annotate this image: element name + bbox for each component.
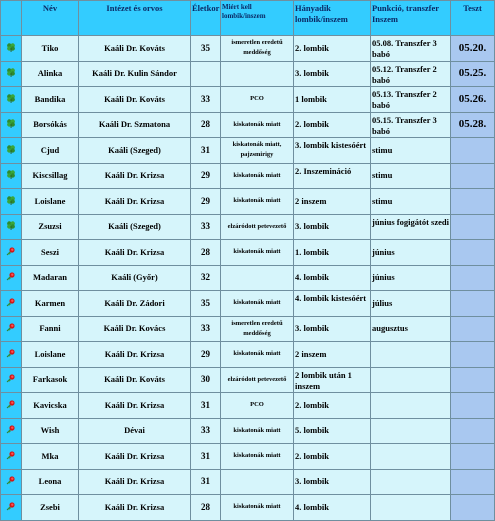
age-cell: 33 [191, 316, 221, 342]
age-cell: 33 [191, 418, 221, 444]
test-date-cell [451, 240, 495, 266]
age-cell: 28 [191, 495, 221, 521]
name-column-header: Név [22, 1, 79, 36]
name-cell: Kiscsillag [22, 163, 79, 189]
reason-cell: elzáródott petevezető [221, 367, 294, 393]
institute-cell: Kaáli Dr. Kováts [79, 36, 191, 62]
institute-cell: Kaáli Dr. Kováts [79, 367, 191, 393]
name-cell: Leona [22, 469, 79, 495]
attempt-cell: 2. lombik [294, 444, 371, 470]
name-cell: Fanni [22, 316, 79, 342]
rose-icon [1, 342, 22, 368]
name-cell: Tiko [22, 36, 79, 62]
institute-cell: Kaáli Dr. Krizsa [79, 444, 191, 470]
attempt-cell: 1 lombik [294, 87, 371, 113]
institute-cell: Kaáli Dr. Krizsa [79, 189, 191, 215]
reason-cell [221, 469, 294, 495]
test-date-cell [451, 393, 495, 419]
institute-cell: Kaáli Dr. Kulin Sándor [79, 61, 191, 87]
table-row [1, 469, 495, 495]
puncture-cell [371, 469, 451, 495]
attempt-cell: 3. lombik [294, 214, 371, 240]
reason-cell: kiskatonák miatt [221, 444, 294, 470]
puncture-cell: 05.15. Transzfer 3 babó [371, 112, 451, 138]
puncture-cell: augusztus [371, 316, 451, 342]
attempt-cell: 2. lombik [294, 36, 371, 62]
puncture-cell [371, 342, 451, 368]
table-row [1, 138, 495, 164]
age-cell: 31 [191, 444, 221, 470]
test-date-cell [451, 495, 495, 521]
rose-icon [1, 418, 22, 444]
test-date-cell [451, 418, 495, 444]
test-date-cell [451, 444, 495, 470]
clover-icon [1, 138, 22, 164]
rose-icon [1, 265, 22, 291]
reason-cell: kiskatonák miatt [221, 291, 294, 317]
attempt-cell: 2 lombik után 1 inszem [294, 367, 371, 393]
why-column-header: Miért kell lombik/inszem [221, 1, 294, 36]
puncture-cell: július [371, 291, 451, 317]
table-row [1, 87, 495, 113]
age-cell: 29 [191, 163, 221, 189]
name-cell: Borsókás [22, 112, 79, 138]
test-date-cell: 05.28. [451, 112, 495, 138]
reason-cell: kiskatonák miatt [221, 112, 294, 138]
name-cell: Alinka [22, 61, 79, 87]
name-cell: Mka [22, 444, 79, 470]
rose-icon [1, 444, 22, 470]
attempt-cell: 3. lombik [294, 61, 371, 87]
institute-column-header: Intézet és orvos [79, 1, 191, 36]
which-column-header: Hányadik lombik/inszem [294, 1, 371, 36]
test-date-cell: 05.20. [451, 36, 495, 62]
test-date-cell [451, 138, 495, 164]
table-row [1, 342, 495, 368]
age-cell: 28 [191, 240, 221, 266]
test-date-cell [451, 291, 495, 317]
attempt-cell: 4. lombik [294, 495, 371, 521]
test-date-cell [451, 367, 495, 393]
table-row [1, 240, 495, 266]
attempt-cell: 2. lombik [294, 393, 371, 419]
institute-cell: Kaáli Dr. Krizsa [79, 240, 191, 266]
attempt-cell: 3. lombik kistesóért [294, 138, 371, 164]
table-row [1, 444, 495, 470]
age-cell: 31 [191, 393, 221, 419]
clover-icon [1, 214, 22, 240]
age-cell: 28 [191, 112, 221, 138]
attempt-cell: 2 inszem [294, 342, 371, 368]
age-cell: 30 [191, 367, 221, 393]
institute-cell: Kaáli (Szeged) [79, 214, 191, 240]
institute-cell: Dévai [79, 418, 191, 444]
clover-icon [1, 189, 22, 215]
test-date-cell [451, 316, 495, 342]
name-cell: Loislane [22, 342, 79, 368]
age-cell: 29 [191, 342, 221, 368]
clover-icon [1, 87, 22, 113]
header-row [1, 1, 495, 36]
rose-icon [1, 393, 22, 419]
name-cell: Wish [22, 418, 79, 444]
age-cell: 33 [191, 87, 221, 113]
puncture-cell: 05.12. Transzfer 2 babó [371, 61, 451, 87]
attempt-cell: 1. lombik [294, 240, 371, 266]
reason-cell: kiskatonák miatt [221, 418, 294, 444]
table-row [1, 418, 495, 444]
reason-cell: kiskatonák miatt [221, 342, 294, 368]
attempt-cell: 2 inszem [294, 189, 371, 215]
puncture-cell: június [371, 265, 451, 291]
test-date-cell [451, 189, 495, 215]
attempt-cell: 5. lombik [294, 418, 371, 444]
reason-cell: kiskatonák miatt [221, 240, 294, 266]
reason-cell [221, 265, 294, 291]
name-cell: Seszi [22, 240, 79, 266]
test-date-cell [451, 342, 495, 368]
rose-icon [1, 469, 22, 495]
name-cell: Karmen [22, 291, 79, 317]
age-cell: 31 [191, 138, 221, 164]
puncture-cell: 05.13. Transzfer 2 babó [371, 87, 451, 113]
test-date-cell: 05.26. [451, 87, 495, 113]
test-date-cell [451, 469, 495, 495]
puncture-column-header: Punkció, transzfer Inszem [371, 1, 451, 36]
name-cell: Farkasok [22, 367, 79, 393]
rose-icon [1, 367, 22, 393]
institute-cell: Kaáli (Győr) [79, 265, 191, 291]
age-cell: 35 [191, 36, 221, 62]
table-row [1, 61, 495, 87]
puncture-cell: 05.08. Transzfer 3 babó [371, 36, 451, 62]
puncture-cell: stimu [371, 163, 451, 189]
institute-cell: Kaáli Dr. Krizsa [79, 393, 191, 419]
attempt-cell: 4. lombik [294, 265, 371, 291]
institute-cell: Kaáli Dr. Krizsa [79, 495, 191, 521]
table-row [1, 214, 495, 240]
reason-cell: PCO [221, 393, 294, 419]
name-cell: Zsuzsi [22, 214, 79, 240]
name-cell: Loislane [22, 189, 79, 215]
puncture-cell: június fogigátót szedi [371, 214, 451, 240]
institute-cell: Kaáli Dr. Krizsa [79, 163, 191, 189]
rose-icon [1, 240, 22, 266]
clover-icon [1, 61, 22, 87]
institute-cell: Kaáli Dr. Krizsa [79, 342, 191, 368]
puncture-cell [371, 393, 451, 419]
institute-cell: Kaáli Dr. Kovács [79, 316, 191, 342]
age-cell: 33 [191, 214, 221, 240]
attempt-cell: 4. lombik kistesóért [294, 291, 371, 317]
test-date-cell [451, 163, 495, 189]
name-cell: Kavicska [22, 393, 79, 419]
clover-icon [1, 163, 22, 189]
puncture-cell: stimu [371, 138, 451, 164]
name-cell: Cjud [22, 138, 79, 164]
attempt-cell: 3. lombik [294, 469, 371, 495]
table-row [1, 163, 495, 189]
table-row [1, 367, 495, 393]
table-row [1, 265, 495, 291]
reason-cell: PCO [221, 87, 294, 113]
puncture-cell: stimu [371, 189, 451, 215]
age-cell: 31 [191, 469, 221, 495]
clover-icon [1, 36, 22, 62]
age-column-header: Életkor [191, 1, 221, 36]
table-row [1, 112, 495, 138]
puncture-cell [371, 418, 451, 444]
puncture-cell [371, 495, 451, 521]
reason-cell: kiskatonák miatt [221, 495, 294, 521]
test-date-cell [451, 214, 495, 240]
table-row [1, 393, 495, 419]
age-cell: 35 [191, 291, 221, 317]
name-cell: Zsebi [22, 495, 79, 521]
institute-cell: Kaáli Dr. Zádori [79, 291, 191, 317]
name-cell: Bandika [22, 87, 79, 113]
rose-icon [1, 291, 22, 317]
reason-cell [221, 61, 294, 87]
table-row [1, 36, 495, 62]
institute-cell: Kaáli Dr. Szmatona [79, 112, 191, 138]
test-column-header: Teszt [451, 1, 495, 36]
attempt-cell: 2. lombik [294, 112, 371, 138]
rose-icon [1, 316, 22, 342]
institute-cell: Kaáli Dr. Krizsa [79, 469, 191, 495]
reason-cell: kiskatonák miatt, pajzsmirigy [221, 138, 294, 164]
age-cell: 32 [191, 265, 221, 291]
reason-cell: kiskatonák miatt [221, 163, 294, 189]
clover-icon [1, 112, 22, 138]
reason-cell: ismeretlen eredetű meddőség [221, 316, 294, 342]
name-cell: Madaran [22, 265, 79, 291]
institute-cell: Kaáli Dr. Kováts [79, 87, 191, 113]
table-row [1, 291, 495, 317]
age-cell: 29 [191, 189, 221, 215]
attempt-cell: 3. lombik [294, 316, 371, 342]
puncture-cell [371, 444, 451, 470]
age-cell [191, 61, 221, 87]
puncture-cell: június [371, 240, 451, 266]
reason-cell: elzáródott petevezető [221, 214, 294, 240]
test-date-cell [451, 265, 495, 291]
table-row [1, 495, 495, 521]
reason-cell: kiskatonák miatt [221, 189, 294, 215]
puncture-cell [371, 367, 451, 393]
reason-cell: ismeretlen eredetű meddőség [221, 36, 294, 62]
rose-icon [1, 495, 22, 521]
test-date-cell: 05.25. [451, 61, 495, 87]
institute-cell: Kaáli (Szeged) [79, 138, 191, 164]
icon-column-header [1, 1, 22, 36]
table-row [1, 316, 495, 342]
table-row [1, 189, 495, 215]
attempt-cell: 2. Inszemináció [294, 163, 371, 189]
